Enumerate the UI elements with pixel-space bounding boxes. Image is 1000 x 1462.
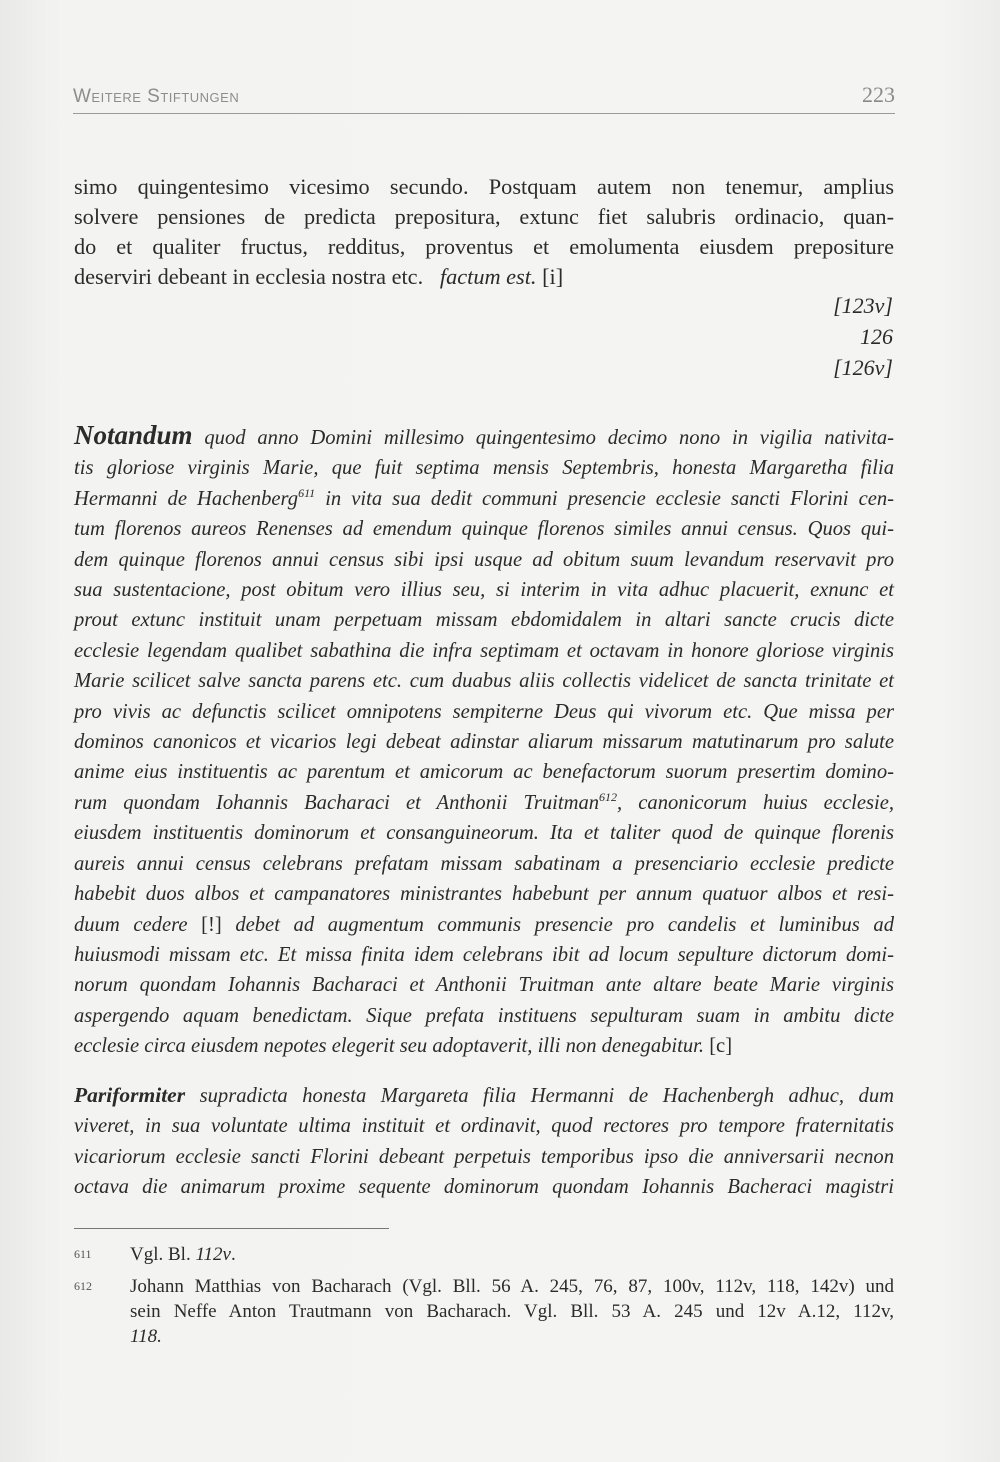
text-segment: duum cedere bbox=[74, 913, 202, 936]
footnote bbox=[74, 1242, 894, 1267]
folio-ref: 126 bbox=[860, 324, 893, 349]
text-line: anime eius instituentis ac parentum et amicorum ac benefactorum suorum presertim domino- bbox=[74, 761, 894, 784]
folio-link[interactable]: 112v bbox=[195, 1244, 231, 1265]
text-segment: . bbox=[230, 1244, 236, 1265]
text-line bbox=[74, 1031, 894, 1061]
text-segment: deserviri debeant in ecclesia nostra etc. bbox=[74, 264, 424, 289]
text-line: simo quingentesimo vicesimo secundo. Postquam autem non tenemur, amplius bbox=[74, 174, 894, 199]
text-segment: , canonicorum huius ecclesie, bbox=[617, 791, 894, 814]
text-segment: Vgl. Bl. bbox=[130, 1244, 196, 1265]
text-line bbox=[74, 420, 894, 453]
text-line: tum florenos aureos Renenses ad emendum quinque florenos similes annui census. Quos qui- bbox=[74, 518, 894, 541]
footnote-marker[interactable]: 611 bbox=[298, 485, 316, 500]
lead-word: Notandum bbox=[74, 420, 193, 450]
text-line: eiusdem instituentis dominorum et consanguineorum. Ita et taliter quod de quinque florenis bbox=[74, 822, 894, 845]
text-line bbox=[74, 1080, 894, 1111]
text-segment-italic: factum est. bbox=[439, 264, 537, 289]
footnote-rule bbox=[74, 1228, 389, 1229]
editorial-mark: [i] bbox=[542, 264, 564, 289]
text-line bbox=[74, 484, 894, 514]
page-number: 223 bbox=[862, 82, 895, 107]
text-line: pro vivis ac defunctis scilicet omnipotens sempiterne Deus qui vivorum etc. Que missa per bbox=[74, 700, 894, 723]
footnote-number: 611 bbox=[74, 1247, 92, 1261]
text-line bbox=[74, 262, 894, 292]
text-segment: supradicta honesta Margareta filia Hermanni de Hachenbergh adhuc, dum bbox=[199, 1085, 894, 1107]
text-line: sua sustentacione, post obitum vero illius seu, si interim in vita adhuc placuerit, exnunc et bbox=[74, 579, 894, 602]
text-line: Marie scilicet salve sancta parens etc. cum duabus aliis collectis videlicet de sancta trinitate et bbox=[74, 670, 894, 693]
text-line: vicariorum ecclesie sancti Florini debeant perpetuis temporibus ipso die anniversarii necnon bbox=[74, 1145, 894, 1168]
text-line: do et qualiter fructus, redditus, proventus et emolumenta eiusdem prepositure bbox=[74, 234, 894, 259]
text-segment: rum quondam Iohannis Bacharaci et Anthonii Truitman bbox=[74, 791, 600, 814]
footnote-text bbox=[130, 1242, 894, 1267]
text-line: Johann Matthias von Bacharach (Vgl. Bll. 56 A. 245, 76, 87, 100v, 112v, 118, 142v) und bbox=[130, 1276, 894, 1297]
text-line bbox=[74, 910, 894, 940]
text-line: prout extunc instituit unam perpetuam missam ebdomidalem in altari sancte crucis dicte bbox=[74, 609, 894, 632]
folio-ref: [126v] bbox=[833, 355, 893, 380]
header-rule bbox=[73, 113, 895, 114]
text-line: ecclesie legendam qualibet sabathina die infra septimam et octavam in honore gloriose virginis bbox=[74, 639, 894, 662]
paragraph-pariformiter bbox=[74, 1080, 894, 1203]
text-segment: in vita sua dedit communi presencie ecclesie sancti Florini cen- bbox=[315, 487, 894, 510]
lead-word: Pariformiter bbox=[74, 1083, 186, 1107]
text-line: dominos canonicos et vicarios legi debeat adinstar aliarum missarum matutinarum pro salute bbox=[74, 731, 894, 754]
text-segment: quod anno Domini millesimo quingentesimo decimo nono in vigilia nativita- bbox=[204, 427, 894, 449]
text-line bbox=[74, 788, 894, 818]
footnote-marker[interactable]: 612 bbox=[599, 790, 618, 805]
folio-references bbox=[833, 290, 893, 383]
text-line: octava die animarum proxime sequente dominorum quondam Iohannis Bacheraci magistri bbox=[74, 1176, 894, 1199]
paragraph-notandum bbox=[74, 420, 894, 1062]
running-head bbox=[73, 82, 895, 108]
text-segment: Hermanni de Hachenberg bbox=[74, 487, 299, 510]
folio-ref: [123v] bbox=[833, 293, 893, 318]
footnote bbox=[74, 1274, 894, 1349]
footnotes bbox=[74, 1242, 894, 1356]
text-line: norum quondam Iohannis Bacharaci et Anthonii Truitman ante altare beate Marie virginis bbox=[74, 974, 894, 997]
text-line: habebit duos albos et campanatores ministrantes habebunt per annum quatuor albos et resi- bbox=[74, 883, 894, 906]
text-line: aspergendo aquam benedictam. Sique prefata instituens sepulturam suam in ambitu dicte bbox=[74, 1004, 894, 1027]
text-line: aureis annui census celebrans prefatam missam sabatinam a presenciario ecclesie predicte bbox=[74, 852, 894, 875]
text-segment: ecclesie circa eiusdem nepotes elegerit seu adoptaverit, illi non denegabitur. bbox=[74, 1035, 705, 1058]
running-head-title: Weitere Stiftungen bbox=[73, 86, 240, 107]
text-line: viveret, in sua voluntate ultima instituit et ordinavit, quod rectores pro tempore fraternitatis bbox=[74, 1115, 894, 1138]
text-segment: debet ad augmentum communis presencie pro candelis et luminibus ad bbox=[221, 913, 895, 936]
editorial-mark: [c] bbox=[709, 1035, 733, 1058]
text-line: sein Neffe Anton Trautmann von Bacharach. Vgl. Bll. 53 A. 245 und 12v A.12, 112v, bbox=[130, 1301, 894, 1322]
text-line: tis gloriose virginis Marie, que fuit septima mensis Septembris, honesta Margaretha filia bbox=[74, 457, 894, 480]
editorial-mark: [!] bbox=[201, 913, 222, 936]
text-line: huiusmodi missam etc. Et missa finita idem celebrans ibit ad locum sepulture dictorum domi- bbox=[74, 943, 894, 966]
footnote-text bbox=[130, 1274, 894, 1349]
text-line: dem quinque florenos annui census sibi ipsi usque ad obitum suum levandum reservavit pro bbox=[74, 548, 894, 571]
text-line: 118. bbox=[130, 1326, 162, 1347]
paragraph-continuation bbox=[74, 172, 894, 292]
footnote-number: 612 bbox=[74, 1279, 92, 1293]
text-line: solvere pensiones de predicta prepositura, extunc fiet salubris ordinacio, quan- bbox=[74, 204, 894, 229]
